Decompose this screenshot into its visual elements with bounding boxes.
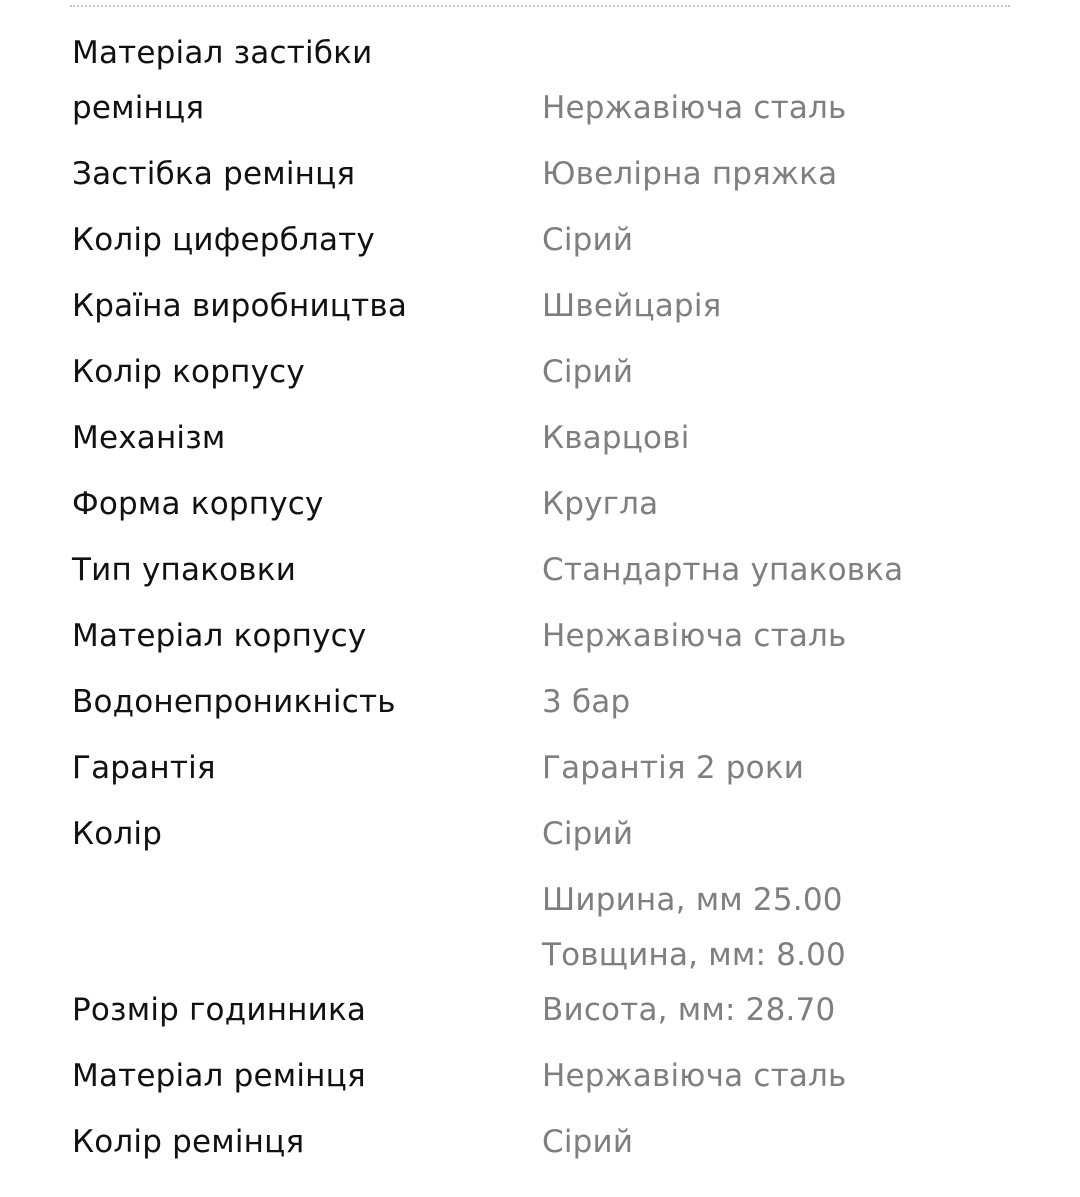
spec-value: Стандартна упаковка: [542, 552, 904, 588]
spec-value: Сірий: [542, 1124, 634, 1160]
spec-row: [72, 279, 1012, 345]
spec-value: Нержавіюча сталь: [542, 1058, 847, 1094]
spec-row: [72, 675, 1012, 741]
spec-row: [72, 807, 1012, 873]
spec-value: Нержавіюча сталь: [542, 90, 847, 126]
spec-value: Сірий: [542, 816, 634, 852]
watch-thickness-value: Товщина, мм: 8.00: [542, 937, 846, 973]
spec-label: Розмір годинника: [72, 992, 367, 1028]
spec-value: 3 бар: [542, 684, 631, 720]
watch-width-value: Ширина, мм 25.00: [542, 882, 843, 918]
spec-row: [72, 741, 1012, 807]
spec-label: Колір циферблату: [72, 222, 375, 258]
spec-label: Країна виробництва: [72, 288, 408, 324]
spec-row: [72, 609, 1012, 675]
spec-row: [72, 1115, 1012, 1181]
spec-label: Тип упаковки: [72, 552, 297, 588]
spec-row: [72, 147, 1012, 213]
spec-value: Кварцові: [542, 420, 690, 456]
spec-row: [72, 345, 1012, 411]
spec-label: Форма корпусу: [72, 486, 324, 522]
spec-row: [72, 411, 1012, 477]
section-divider: [70, 5, 1010, 7]
spec-label: Матеріал застібки ремінця: [72, 35, 373, 126]
spec-label: Гарантія: [72, 750, 216, 786]
spec-label: Колір корпусу: [72, 354, 305, 390]
watch-height-value: Висота, мм: 28.70: [542, 992, 836, 1028]
spec-row: [72, 213, 1012, 279]
spec-value: Сірий: [542, 222, 634, 258]
spec-row: [72, 477, 1012, 543]
spec-label: Матеріал корпусу: [72, 618, 367, 654]
spec-row: [72, 1049, 1012, 1115]
spec-label: Механізм: [72, 420, 226, 456]
spec-value: Нержавіюча сталь: [542, 618, 847, 654]
spec-value: Сірий: [542, 354, 634, 390]
spec-value: Ювелірна пряжка: [542, 156, 838, 192]
spec-row: [72, 543, 1012, 609]
spec-label: Матеріал ремінця: [72, 1058, 366, 1094]
spec-value: Кругла: [542, 486, 659, 522]
spec-value: Швейцарія: [542, 288, 722, 324]
spec-label: Колір: [72, 816, 163, 852]
spec-value: Гарантія 2 роки: [542, 750, 805, 786]
spec-label: Застібка ремінця: [72, 156, 356, 192]
spec-label: Водонепроникність: [72, 684, 396, 720]
spec-label: Колір ремінця: [72, 1124, 305, 1160]
spec-value: [542, 873, 1012, 1038]
specifications-table: [72, 26, 1012, 1181]
spec-row: [72, 26, 1012, 147]
spec-row: [72, 873, 1012, 1049]
